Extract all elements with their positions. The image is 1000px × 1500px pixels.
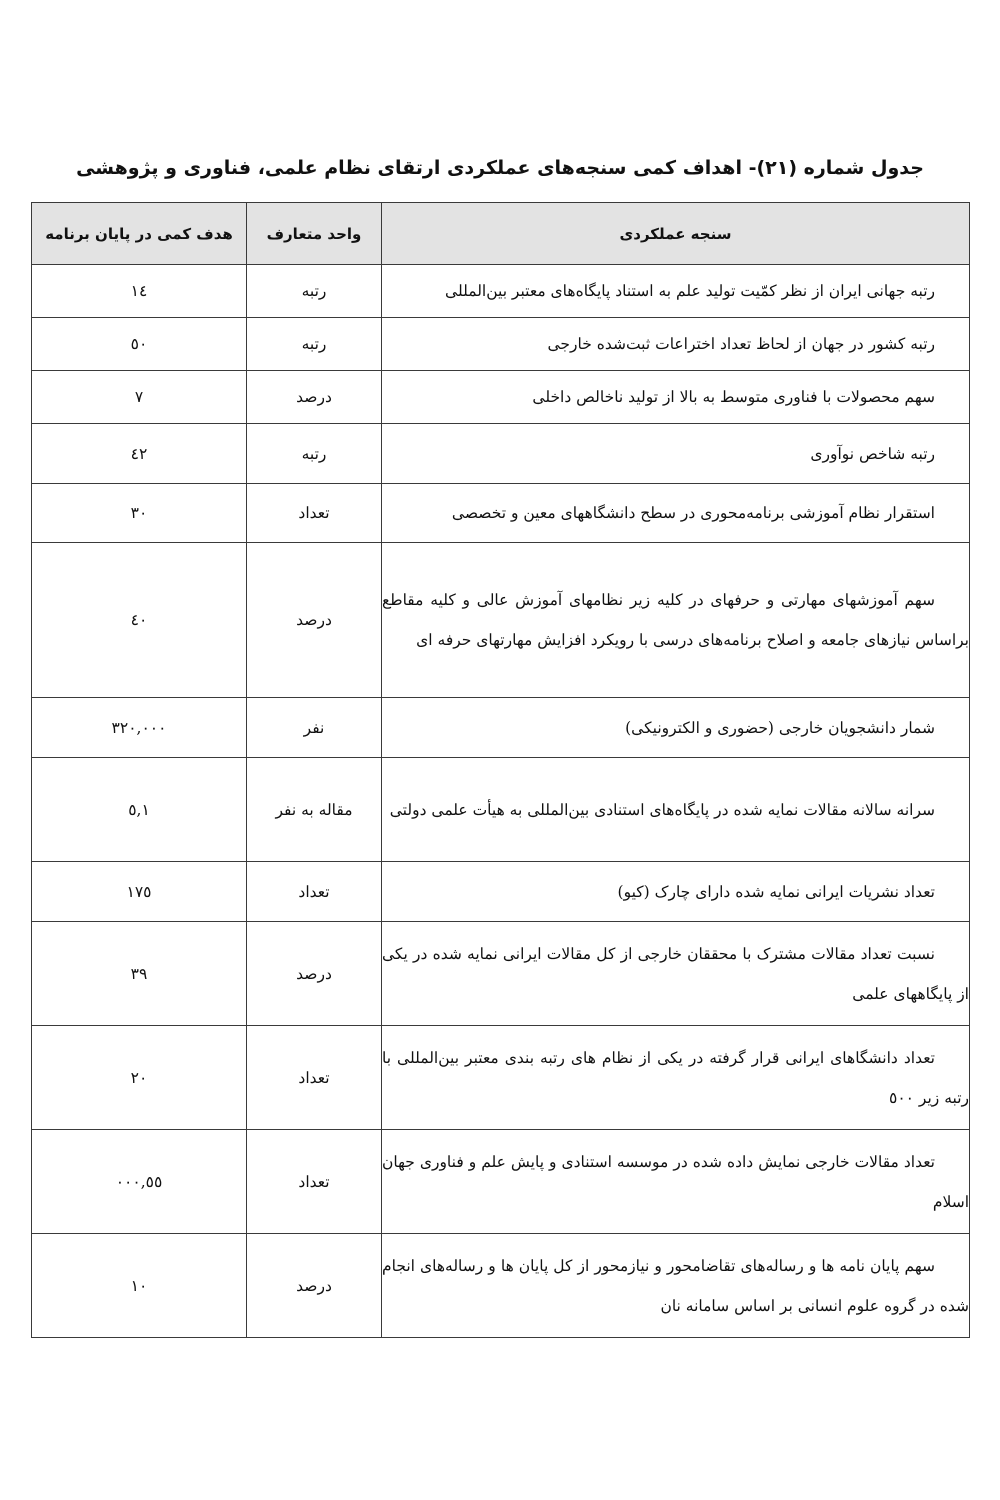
metric-cell: نسبت تعداد مقالات مشترک با محققان خارجی از کل مقالات ایرانی نمایه شده در یکی از پایگاههای علمی [382,922,970,1026]
unit-cell: درصد [247,1234,382,1338]
header-target: هدف کمی در پایان برنامه [32,203,247,265]
metric-cell: رتبه جهانی ایران از نظر کمّیت تولید علم به استناد پایگاه‌های معتبر بین‌المللی [382,265,970,318]
metric-cell: سهم پایان نامه ها و رساله‌های تقاضامحور و نیازمحور از کل پایان ها و رساله‌های انجام شده در گروه علوم انسانی بر اساس سامانه نان [382,1234,970,1338]
target-cell: ٤۰ [32,543,247,698]
header-unit: واحد متعارف [247,203,382,265]
target-cell: ۷ [32,371,247,424]
table-row [32,1130,970,1234]
target-cell: ۱۷٥ [32,862,247,922]
metric-cell: تعداد دانشگاهای ایرانی قرار گرفته در یکی از نظام های رتبه بندی معتبر بین‌المللی با رتبه زیر ٥۰۰ [382,1026,970,1130]
metric-cell: تعداد نشریات ایرانی نمایه شده دارای چارک (کیو) [382,862,970,922]
table-body [32,265,970,1338]
unit-cell: درصد [247,922,382,1026]
target-cell: ۳۹ [32,922,247,1026]
unit-cell: تعداد [247,484,382,543]
target-cell: ۳۲۰,۰۰۰ [32,698,247,758]
table-row [32,318,970,371]
metric-cell: سرانه سالانه مقالات نمایه شده در پایگاه‌های استنادی بین‌المللی به هیأت علمی دولتی [382,758,970,862]
target-cell: ٤۲ [32,424,247,484]
target-cell: ۲۰ [32,1026,247,1130]
header-metric: سنجه عملکردی [382,203,970,265]
table-row [32,371,970,424]
metric-cell: سهم آموزشهای مهارتی و حرفهای در کلیه زیر نظامهای آموزش عالی و کلیه مقاطع براساس نیازهای جامعه و اصلاح برنامه‌های درسی با رویکرد افزایش مهارتهای حرفه ای [382,543,970,698]
metric-cell: رتبه شاخص نوآوری [382,424,970,484]
table-row [32,698,970,758]
unit-cell: رتبه [247,424,382,484]
unit-cell: درصد [247,371,382,424]
unit-cell: تعداد [247,862,382,922]
unit-cell: رتبه [247,265,382,318]
target-cell: ۱٤ [32,265,247,318]
table-header-row [32,203,970,265]
metric-cell: شمار دانشجویان خارجی (حضوری و الکترونیکی) [382,698,970,758]
unit-cell: تعداد [247,1026,382,1130]
table-row [32,922,970,1026]
target-cell: ٥٥,۰۰۰ [32,1130,247,1234]
target-cell: ۳۰ [32,484,247,543]
target-cell: ٥۰ [32,318,247,371]
table-caption: جدول شماره (۲۱)- اهداف کمی سنجه‌های عملکردی ارتقای نظام علمی، فناوری و پژوهشی [76,157,924,179]
unit-cell: درصد [247,543,382,698]
unit-cell: مقاله به نفر [247,758,382,862]
table-row [32,758,970,862]
table-row [32,543,970,698]
unit-cell: تعداد [247,1130,382,1234]
table-row [32,265,970,318]
unit-cell: نفر [247,698,382,758]
metric-cell: تعداد مقالات خارجی نمایش داده شده در موسسه استنادی و پایش علم و فناوری جهان اسلام [382,1130,970,1234]
metric-cell: رتبه کشور در جهان از لحاظ تعداد اختراعات ثبت‌شده خارجی [382,318,970,371]
table-row [32,484,970,543]
metric-cell: سهم محصولات با فناوری متوسط به بالا از تولید ناخالص داخلی [382,371,970,424]
table-row [32,1234,970,1338]
table-row [32,1026,970,1130]
table-row [32,862,970,922]
metric-cell: استقرار نظام آموزشی برنامه‌محوری در سطح دانشگاههای معین و تخصصی [382,484,970,543]
target-cell: ۱,٥ [32,758,247,862]
table-row [32,424,970,484]
kpi-table [31,202,970,1338]
target-cell: ۱۰ [32,1234,247,1338]
unit-cell: رتبه [247,318,382,371]
